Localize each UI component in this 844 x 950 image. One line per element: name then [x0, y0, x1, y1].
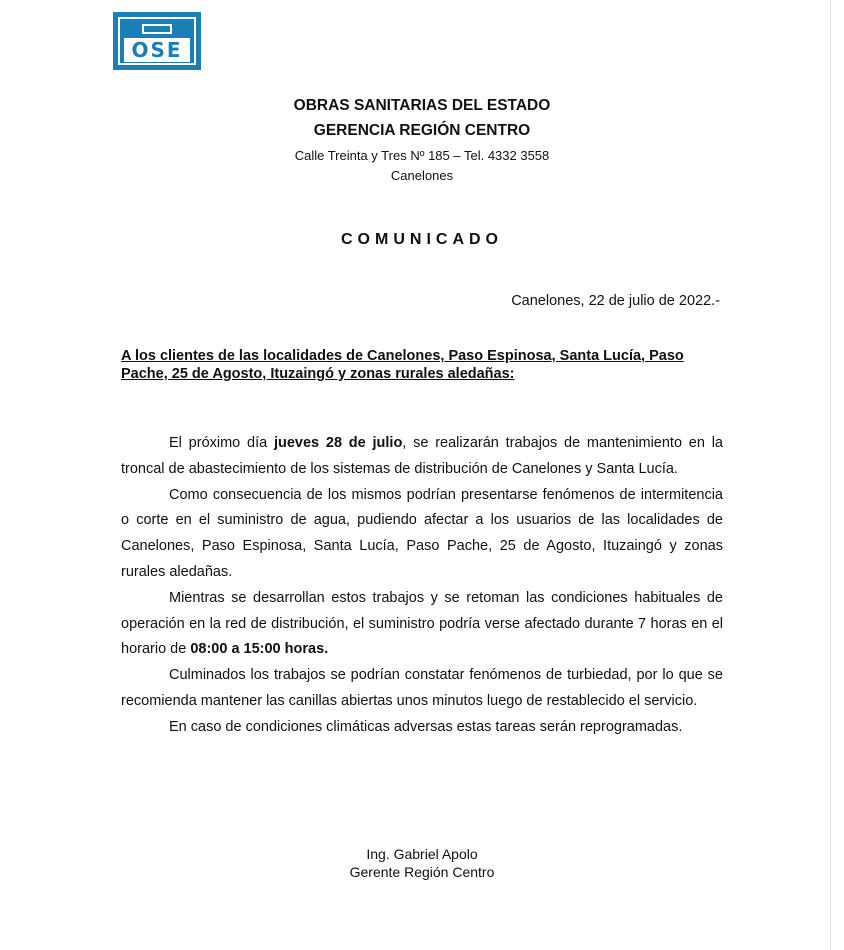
paragraph-1-text-a: El próximo día [169, 435, 274, 451]
logo-border [118, 17, 196, 65]
paragraph-3-hours-bold: 08:00 a 15:00 horas. [190, 641, 329, 658]
paragraph-5: En caso de condiciones climáticas adversas estas tareas serán reprogramadas. [169, 718, 683, 735]
paragraph-2: Como consecuencia de los mismos podrían presentarse fenómenos de intermitencia o corte en el suministro de agua, pudiendo afectar a los usuarios de las localidades de Canelones, Paso Espinosa, Santa Lucía, Paso Pache, 25 de Agosto, Ituzaingó y zonas rurales aledañas. [121, 486, 723, 580]
signature-role: Gerente Región Centro [349, 864, 495, 880]
paragraph-3-text: Mientras se desarrollan estos trabajos y se retoman las condiciones habituales de operación en la red de distribución, el suministro podría verse afectado durante 7 horas en el horario de [121, 589, 723, 658]
signature-name: Ing. Gabriel Apolo [366, 846, 478, 862]
date-line: Canelones, 22 de julio de 2022.- [511, 293, 720, 309]
logo-bar-icon [142, 24, 172, 34]
salutation: A los clientes de las localidades de Canelones, Paso Espinosa, Santa Lucía, Paso Pache, 25 de Agosto, Ituzaingó y zonas rurales aledañas: [121, 348, 684, 382]
document-title: COMUNICADO [341, 231, 503, 248]
address-line: Calle Treinta y Tres Nº 185 – Tel. 4332 3558 [294, 148, 550, 163]
body-text [121, 431, 723, 741]
paragraph-4: Culminados los trabajos se podrían constatar fenómenos de turbiedad, por lo que se recomienda mantener las canillas abiertas unos minutos luego de restablecido el servicio. [121, 667, 723, 709]
ose-logo [113, 12, 201, 70]
city-line: Canelones [390, 168, 454, 183]
logo-text: OSE [124, 38, 190, 62]
paragraph-1-date-bold: jueves 28 de julio [273, 435, 403, 451]
paragraph-1-text-b: , se realizarán trabajos de mantenimiento en la troncal de abastecimiento de los sistemas de distribución de Canelones y Santa Lucía. [121, 435, 723, 477]
paragraph-3 [121, 586, 723, 663]
page-edge [830, 0, 831, 950]
department-name: GERENCIA REGIÓN CENTRO [313, 122, 531, 139]
paragraph-1 [121, 431, 723, 483]
organization-name: OBRAS SANITARIAS DEL ESTADO [293, 97, 551, 114]
